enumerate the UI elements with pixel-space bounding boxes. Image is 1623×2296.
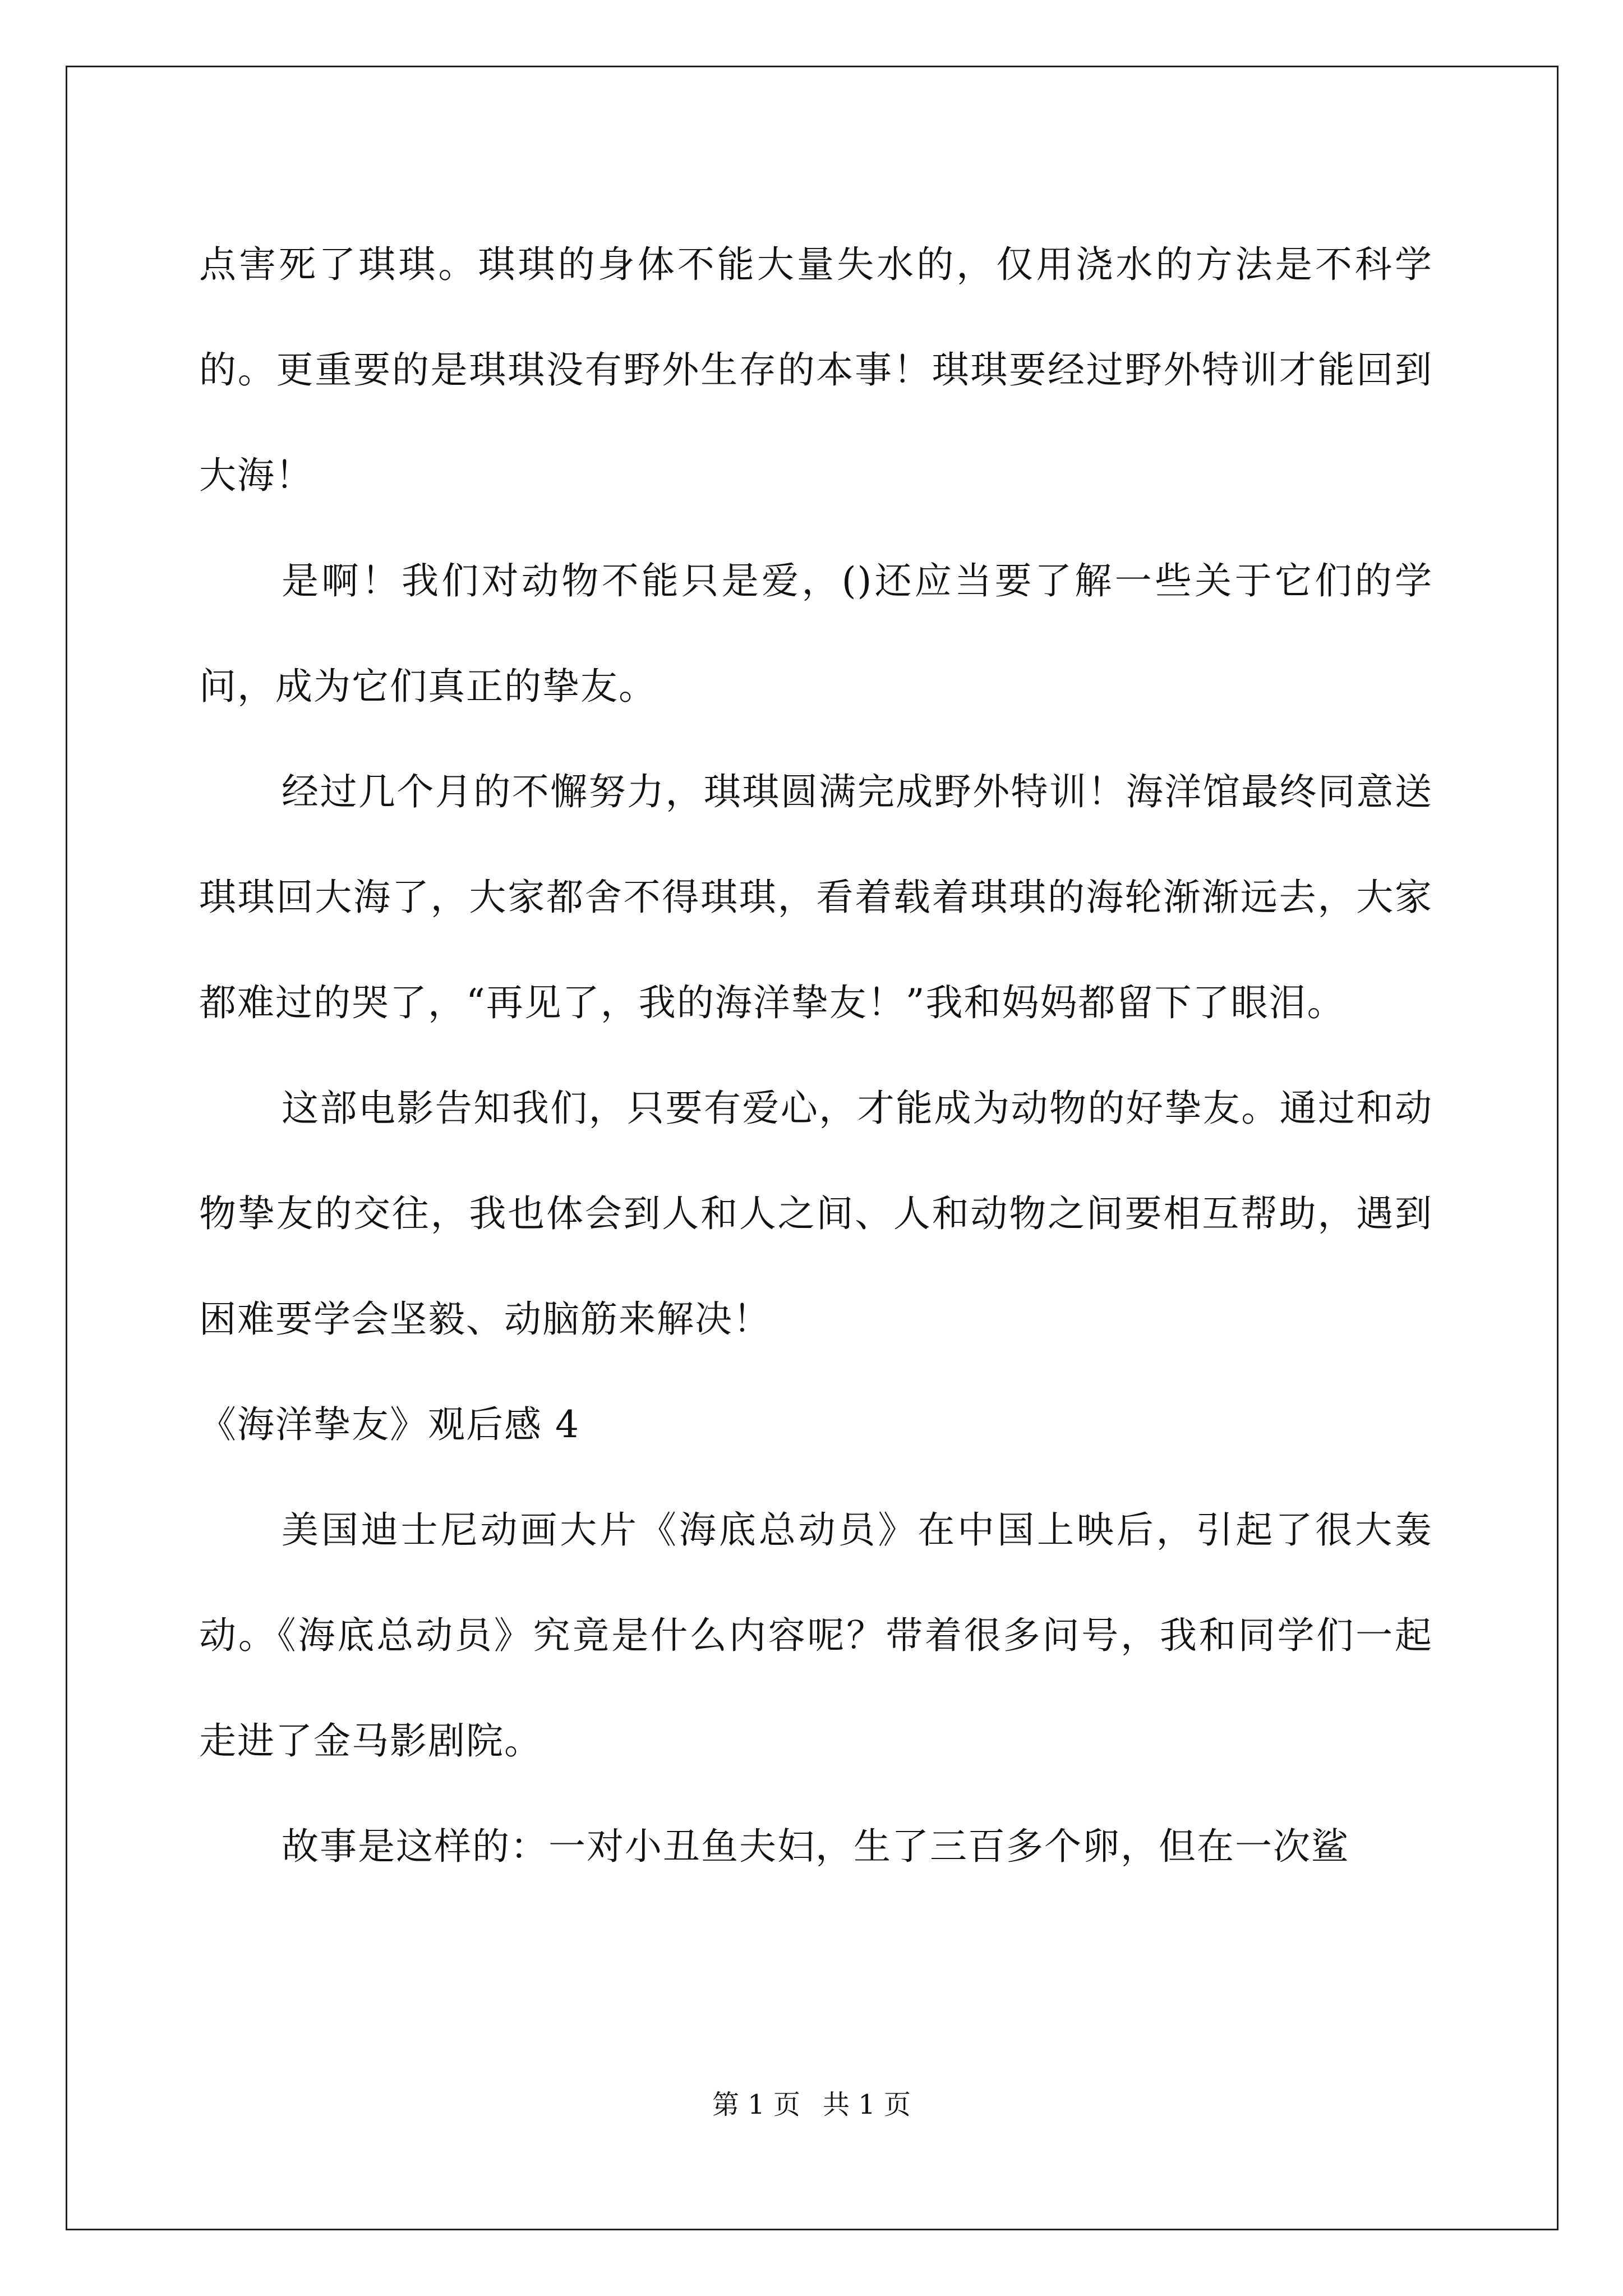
- paragraph-5: 美国迪士尼动画大片《海底总动员》在中国上映后，引起了很大轰动。《海底总动员》究竟是什么内容呢？带着很多问号，我和同学们一起走进了金马影剧院。: [199, 1508, 1433, 1763]
- page-number: 第 1 页: [712, 2089, 800, 2120]
- page-total: 共 1 页: [823, 2089, 911, 2120]
- page-footer: [0, 2088, 1623, 2122]
- paragraph-6: 故事是这样的：一对小丑鱼夫妇，生了三百多个卵，但在一次鲨: [282, 1825, 1349, 1868]
- section-heading: 《海洋挚友》观后感 4: [199, 1403, 580, 1446]
- paragraph-2: 是啊！我们对动物不能只是爱，()还应当要了解一些关于它们的学问，成为它们真正的挚友。: [199, 559, 1433, 708]
- document-body: [199, 212, 1433, 1899]
- paragraph-3: 经过几个月的不懈努力，琪琪圆满完成野外特训！海洋馆最终同意送琪琪回大海了，大家都舍不得琪琪，看着载着琪琪的海轮渐渐远去，大家都难过的哭了，“再见了，我的海洋挚友！”我和妈妈都留下了眼泪。: [199, 770, 1433, 1024]
- paragraph-1: 点害死了琪琪。琪琪的身体不能大量失水的，仅用浇水的方法是不科学的。更重要的是琪琪没有野外生存的本事！琪琪要经过野外特训才能回到大海！: [199, 243, 1433, 497]
- paragraph-4: 这部电影告知我们，只要有爱心，才能成为动物的好挚友。通过和动物挚友的交往，我也体会到人和人之间、人和动物之间要相互帮助，遇到困难要学会坚毅、动脑筋来解决！: [199, 1087, 1433, 1341]
